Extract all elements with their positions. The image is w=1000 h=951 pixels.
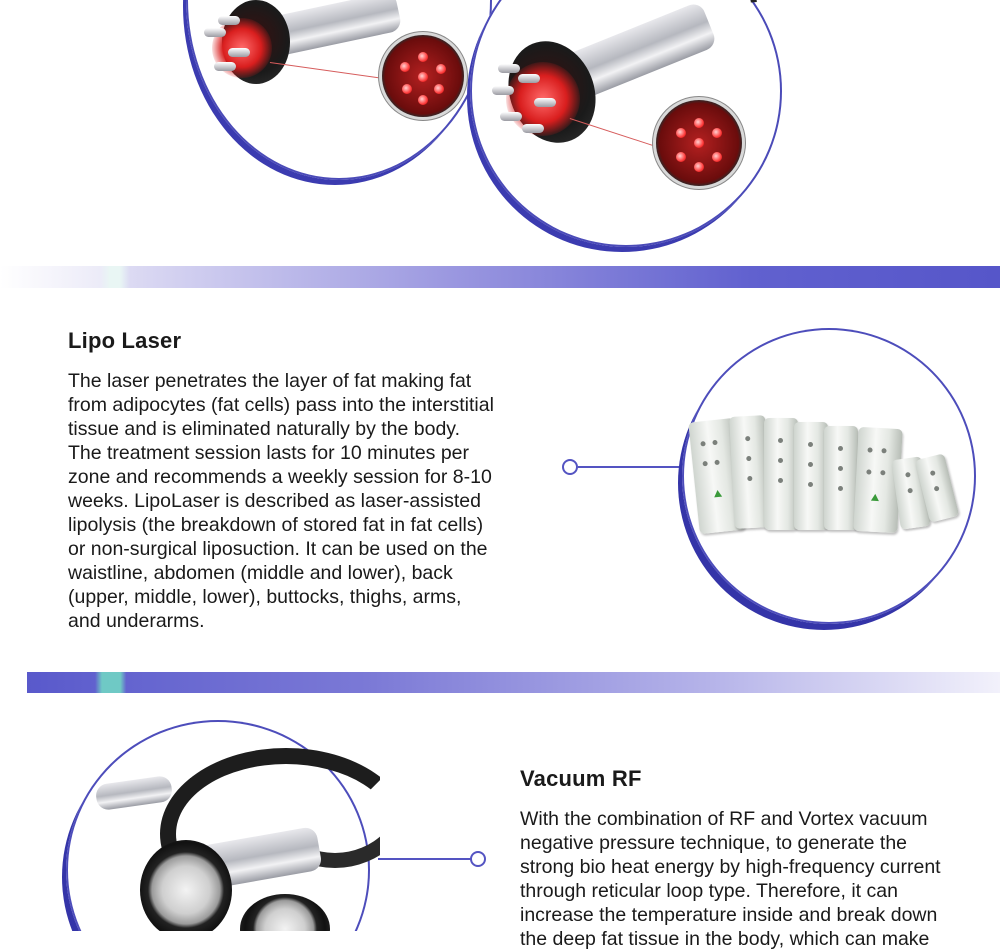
laser-pad [764,418,798,530]
led-dot [712,128,722,138]
vacuum-rf-image [60,718,380,931]
electrode-prong [214,62,236,71]
electrode-prong [522,124,544,133]
vacuum-cup [140,840,232,931]
electrode-prong [228,48,250,57]
led-dot [402,84,412,94]
electrode-prong [492,86,514,95]
led-dot [434,84,444,94]
led-dot [676,128,686,138]
electrode-prong [498,64,520,73]
laser-pad [794,422,828,530]
electrode-prong [204,28,226,37]
section-divider-band [27,672,1000,693]
electrode-prong [218,16,240,25]
laser-pad [824,426,858,530]
led-dot [400,62,410,72]
section-title-vacuum-rf: Vacuum RF [520,766,642,791]
connector-line [378,858,472,860]
led-dot [694,138,704,148]
section-body-lipo-laser: The laser penetrates the layer of fat making fat from adipocytes (fat cells) pass into the interstitial tissue and is eliminated naturally by the body. The treatment session lasts for 10 minutes per zone and recommends a weekly session for 8-10 weeks. LipoLaser is described as laser-assisted lipolysis (the breakdown of stored fat in fat cells) or non-surgical liposuction. It can be used on the waistline, abdomen (middle and lower), back (upper, middle, lower), buttocks, thighs, arms, and underarms. [68,370,494,632]
connector-knob [470,851,486,867]
led-dot [712,152,722,162]
led-dot [418,52,428,62]
section-divider-band [0,266,1000,288]
connector-line [578,466,682,468]
section-title-lipo-laser: Lipo Laser [68,328,182,353]
rf-head-image-left [0,0,480,200]
lipo-pads-image [672,328,982,638]
section-body-vacuum-rf: With the combination of RF and Vortex vacuum negative pressure technique, to generate the strong bio heat energy by high-frequency current through reticular loop type. Therefore, it can increase the temperature inside and break down the deep fat tissue in the body, which can make [520,808,941,950]
led-dot [436,64,446,74]
rf-head-image-right [470,0,800,260]
electrode-prong [534,98,556,107]
connector-knob [562,459,578,475]
electrode-prong [500,112,522,121]
led-dot [676,152,686,162]
electrode-prong [518,74,540,83]
led-dot [418,95,428,105]
led-dot [418,72,428,82]
led-dot [694,118,704,128]
led-dot [694,162,704,172]
